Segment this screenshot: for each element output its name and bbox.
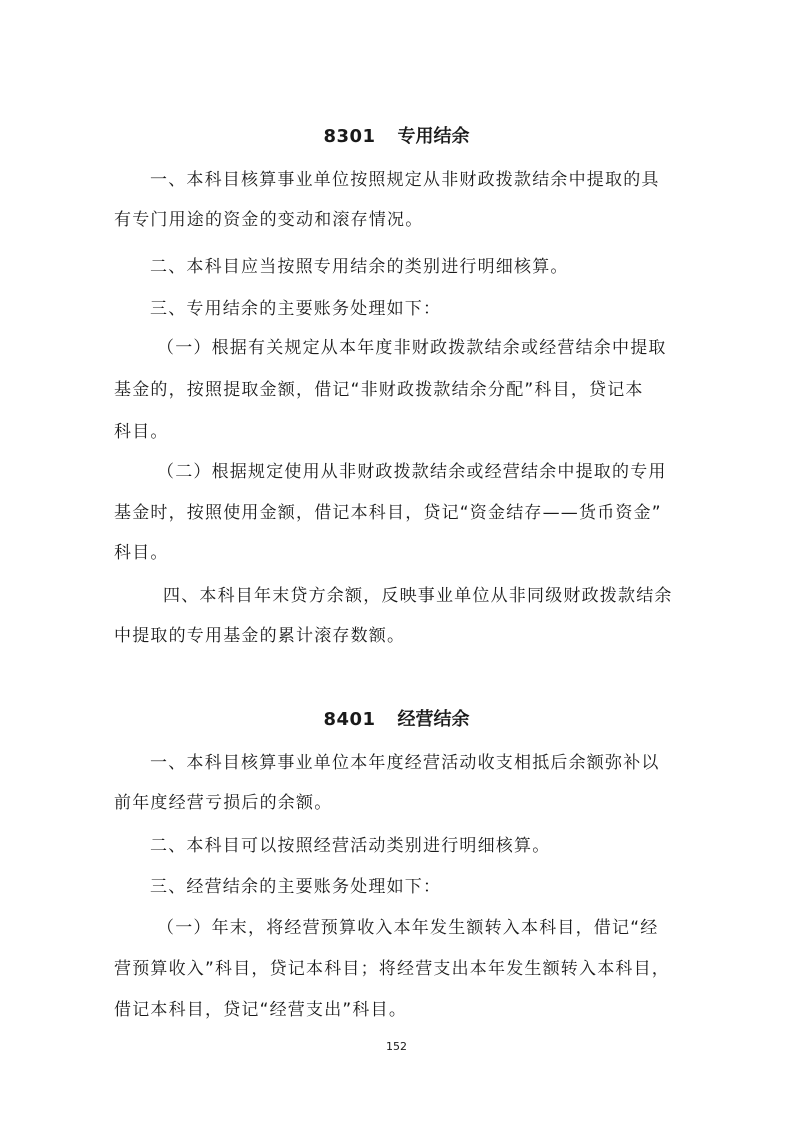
section-title: 经营结余	[397, 709, 470, 730]
section-code: 8401	[323, 709, 376, 730]
paragraph-line: （一）根据有关规定从本年度非财政拨款结余或经营结余中提取	[157, 338, 667, 358]
paragraph-line: 基金时，按照使用金额，借记本科目，贷记“资金结存——货币资金”	[114, 503, 662, 523]
paragraph-line: 科目。	[114, 422, 169, 442]
page-number: 152	[386, 1040, 407, 1053]
paragraph-line: 二、本科目可以按照经营活动类别进行明细核算。	[150, 836, 551, 856]
paragraph-line: 基金的，按照提取金额，借记“非财政拨款结余分配”科目，贷记本	[114, 380, 644, 400]
section-code: 8301	[323, 126, 376, 147]
paragraph-line: 一、本科目核算事业单位本年度经营活动收支相抵后余额弥补以	[150, 753, 660, 773]
paragraph-line: 借记本科目，贷记“经营支出”科目。	[114, 1000, 408, 1020]
paragraph-line: 前年度经营亏损后的余额。	[114, 793, 333, 813]
paragraph-line: 三、经营结余的主要账务处理如下：	[150, 877, 442, 897]
paragraph-line: 二、本科目应当按照专用结余的类别进行明细核算。	[150, 257, 569, 277]
paragraph-line: （一）年末，将经营预算收入本年发生额转入本科目，借记“经	[157, 918, 659, 938]
paragraph-line: 一、本科目核算事业单位按照规定从非财政拨款结余中提取的具	[150, 170, 660, 190]
paragraph-line: 中提取的专用基金的累计滚存数额。	[114, 626, 406, 646]
section-heading-8401	[0, 708, 793, 732]
paragraph-line: （二）根据规定使用从非财政拨款结余或经营结余中提取的专用	[157, 462, 667, 482]
paragraph-line: 营预算收入”科目，贷记本科目；将经营支出本年发生额转入本科目，	[114, 959, 671, 979]
paragraph-line: 有专门用途的资金的变动和滚存情况。	[114, 210, 424, 230]
paragraph-line: 四、本科目年末贷方余额，反映事业单位从非同级财政拨款结余	[163, 586, 673, 606]
section-heading-8301	[0, 125, 793, 149]
section-title: 专用结余	[397, 126, 470, 147]
paragraph-line: 科目。	[114, 543, 169, 563]
paragraph-line: 三、专用结余的主要账务处理如下：	[150, 299, 442, 319]
